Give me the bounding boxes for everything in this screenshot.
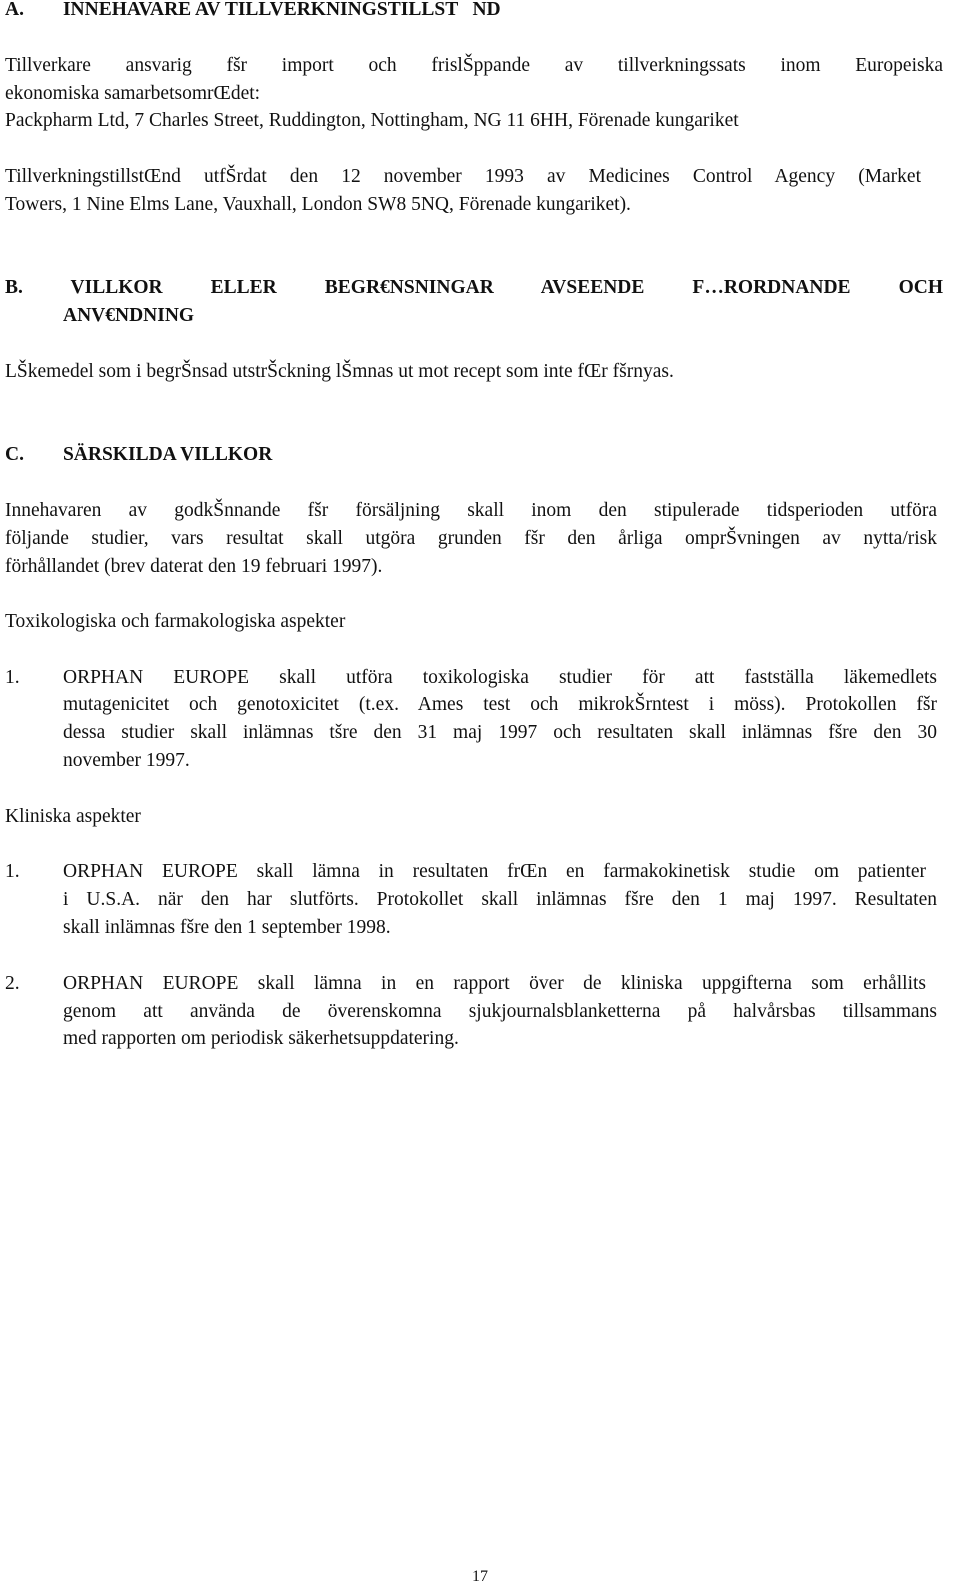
clin-item-1-line-3: skall inlämnas fšre den 1 september 1998. — [63, 917, 391, 938]
section-c-intro-line-2: följande studier, vars resultat skall utgöra grunden fšr den årliga omprŠvningen av nytta/risk — [5, 528, 937, 549]
section-a-line-4: TillverkningstillstŒnd utfŠrdat den 12 november 1993 av Medicines Control Agency (Market — [5, 166, 921, 187]
subheading-clinical: Kliniska aspekter — [5, 806, 141, 827]
section-c-heading: C. SÄRSKILDA VILLKOR — [5, 444, 273, 465]
clin-item-1-line-1: ORPHAN EUROPE skall lämna in resultaten frŒn en farmakokinetisk studie om patienter — [63, 861, 926, 882]
clin-item-1-line-2: i U.S.A. när den har slutförts. Protokollet skall inlämnas fšre den 1 maj 1997. Resultaten — [63, 889, 937, 910]
section-a-line-2: ekonomiska samarbetsomrŒdet: — [5, 83, 261, 104]
subheading-toxicology: Toxikologiska och farmakologiska aspekter — [5, 611, 346, 632]
clin-item-2-line-2: genom att använda de överenskomna sjukjournalsblanketterna på halvårsbas tillsammans — [63, 1001, 937, 1022]
section-c-intro-line-3: förhållandet (brev daterat den 19 februari 1997). — [5, 556, 383, 577]
section-a-line-1: Tillverkare ansvarig fšr import och frislŠppande av tillverkningssats inom Europeiska — [5, 55, 943, 76]
tox-item-1-line-3: dessa studier skall inlämnas tšre den 31 maj 1997 och resultaten skall inlämnas fšre den 30 — [63, 722, 937, 743]
section-a-line-5: Towers, 1 Nine Elms Lane, Vauxhall, London SW8 5NQ, Förenade kungariket). — [5, 194, 631, 215]
clin-item-2-number: 2. — [5, 973, 20, 994]
section-c-intro-line-1: Innehavaren av godkŠnnande fšr försäljning skall inom den stipulerade tidsperioden utföra — [5, 500, 937, 521]
section-a-line-3: Packpharm Ltd, 7 Charles Street, Ruddington, Nottingham, NG 11 6HH, Förenade kungariket — [5, 110, 739, 131]
clin-item-2-line-1: ORPHAN EUROPE skall lämna in en rapport över de kliniska uppgifterna som erhållits — [63, 973, 926, 994]
section-b-heading-line-2: ANV€NDNING — [63, 305, 195, 326]
tox-item-1-line-1: ORPHAN EUROPE skall utföra toxikologiska studier för att fastställa läkemedlets — [63, 667, 937, 688]
tox-item-1-line-2: mutagenicitet och genotoxicitet (t.ex. Ames test och mikrokŠrntest i möss). Protokollen fšr — [63, 694, 937, 715]
tox-item-1-number: 1. — [5, 667, 20, 688]
section-a-heading: A. INNEHAVARE AV TILLVERKNINGSTILLST ND — [5, 0, 501, 20]
clin-item-2-line-3: med rapporten om periodisk säkerhetsuppdatering. — [63, 1028, 459, 1049]
section-b-text: LŠkemedel som i begrŠnsad utstrŠckning lŠmnas ut mot recept som inte fŒr fšrnyas. — [5, 361, 674, 382]
tox-item-1-line-4: november 1997. — [63, 750, 190, 771]
section-b-heading-line-1: B. VILLKOR ELLER BEGR€NSNINGAR AVSEENDE F…RORDNANDE OCH — [5, 277, 943, 298]
clin-item-1-number: 1. — [5, 861, 20, 882]
page-number: 17 — [472, 1568, 488, 1585]
